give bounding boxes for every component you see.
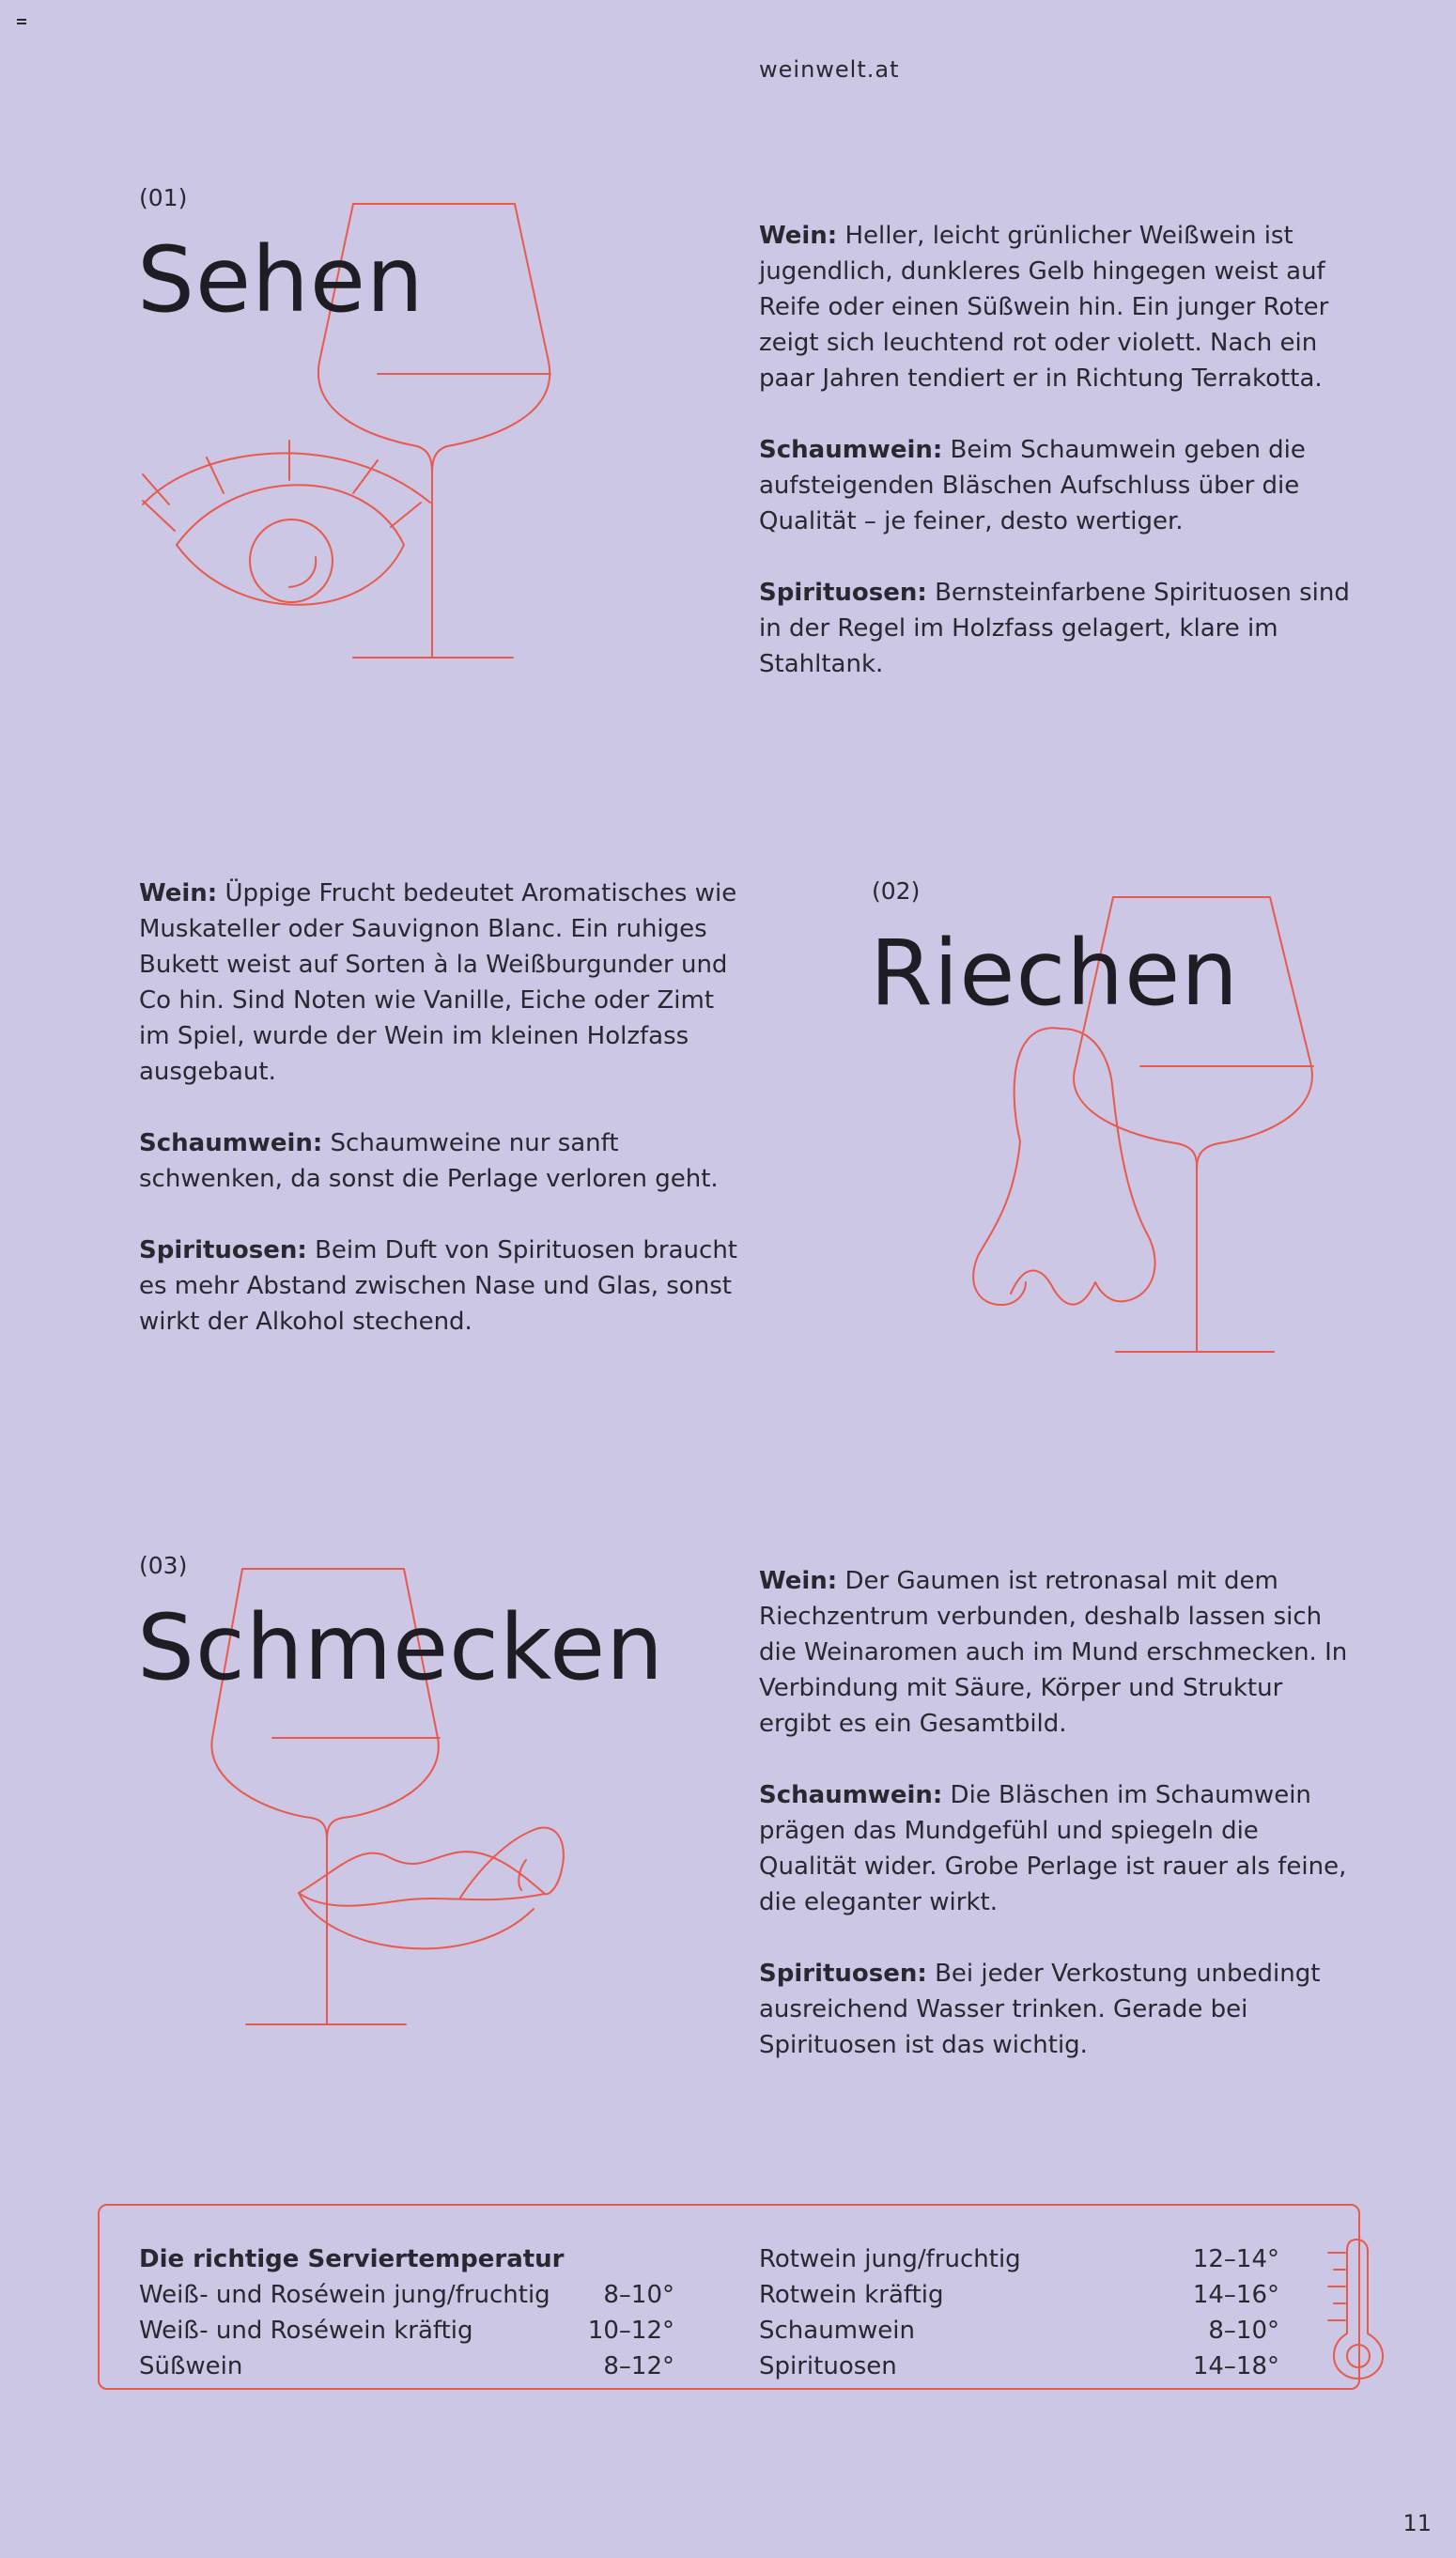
temp-row-label: Süßwein: [139, 2352, 243, 2380]
section-text-sehen: [759, 218, 1360, 718]
paragraph-spirituosen: Spirituosen: Bei jeder Verkostung unbedingt ausreichend Wasser trinken. Gerade bei Spirituosen ist das wichtig.: [759, 1960, 1321, 2059]
temperature-heading: Die richtige Serviertemperatur: [139, 2245, 565, 2273]
site-url: weinwelt.at: [759, 56, 900, 83]
paragraph-spirituosen: Spirituosen: Beim Duft von Spirituosen braucht es mehr Abstand zwischen Nase und Glas, sonst wirkt der Alkohol stechend.: [139, 1236, 737, 1336]
section-text-riechen: [139, 876, 740, 1375]
paragraph-wein: Wein: Der Gaumen ist retronasal mit dem Riechzentrum verbunden, deshalb lassen sich die Weinaromen auch im Mund erschmecken. In Verbindung mit Säure, Körper und Struktur ergibt es ein Gesamtbild.: [759, 1567, 1348, 1738]
section-number-riechen: (02): [872, 877, 921, 905]
temp-row-value: 8–12°: [603, 2352, 674, 2380]
paragraph-wein: Wein: Heller, leicht grünlicher Weißwein ist jugendlich, dunkleres Gelb hingegen weist auf Reife oder einen Süßwein hin. Ein junger Roter zeigt sich leuchtend rot oder violett. Nach ein paar Jahren tendiert er in Richtung Terrakotta.: [759, 222, 1329, 393]
thermometer-icon: [1324, 2228, 1390, 2388]
paragraph-spirituosen: Spirituosen: Bernsteinfarbene Spirituosen sind in der Regel im Holzfass gelagert, klare im Stahltank.: [759, 579, 1350, 678]
temp-row-value: 8–10°: [603, 2281, 674, 2309]
section-title-riechen: Riechen: [870, 921, 1239, 1026]
temp-row-label: Weiß- und Roséwein kräftig: [139, 2317, 473, 2345]
temp-row-value: 14–16°: [1192, 2281, 1279, 2309]
temp-row-label: Rotwein jung/fruchtig: [759, 2245, 1021, 2273]
temp-row-value: 14–18°: [1192, 2352, 1279, 2380]
section-number-schmecken: (03): [139, 1552, 188, 1579]
temp-row-value: 8–10°: [1208, 2317, 1279, 2345]
section-number-sehen: (01): [139, 184, 188, 211]
temp-row-label: Spirituosen: [759, 2352, 897, 2380]
page-number: 11: [1402, 2510, 1432, 2536]
section-title-schmecken: Schmecken: [137, 1595, 664, 1700]
paragraph-schaumwein: Schaumwein: Beim Schaumwein geben die aufsteigenden Bläschen Aufschluss über die Qualität – je feiner, desto wertiger.: [759, 436, 1306, 535]
temp-row-value: 12–14°: [1192, 2245, 1279, 2273]
temp-row-label: Schaumwein: [759, 2317, 915, 2345]
menu-icon[interactable]: [17, 19, 26, 26]
paragraph-schaumwein: Schaumwein: Die Bläschen im Schaumwein prägen das Mundgefühl und spiegeln die Qualität wider. Grobe Perlage ist rauer als feine, die eleganter wirkt.: [759, 1781, 1347, 1916]
section-title-sehen: Sehen: [137, 227, 425, 333]
paragraph-wein: Wein: Üppige Frucht bedeutet Aromatisches wie Muskateller oder Sauvignon Blanc. Ein ruhiges Bukett weist auf Sorten à la Weißburgunder und Co hin. Sind Noten wie Vanille, Eiche oder Zimt im Spiel, wurde der Wein im kleinen Holzfass ausgebaut.: [139, 879, 737, 1086]
temp-row-label: Weiß- und Roséwein jung/fruchtig: [139, 2281, 550, 2309]
section-text-schmecken: [759, 1563, 1360, 2099]
paragraph-schaumwein: Schaumwein: Schaumweine nur sanft schwenken, da sonst die Perlage verloren geht.: [139, 1129, 719, 1193]
temp-row-value: 10–12°: [587, 2317, 674, 2345]
temp-row-label: Rotwein kräftig: [759, 2281, 944, 2309]
